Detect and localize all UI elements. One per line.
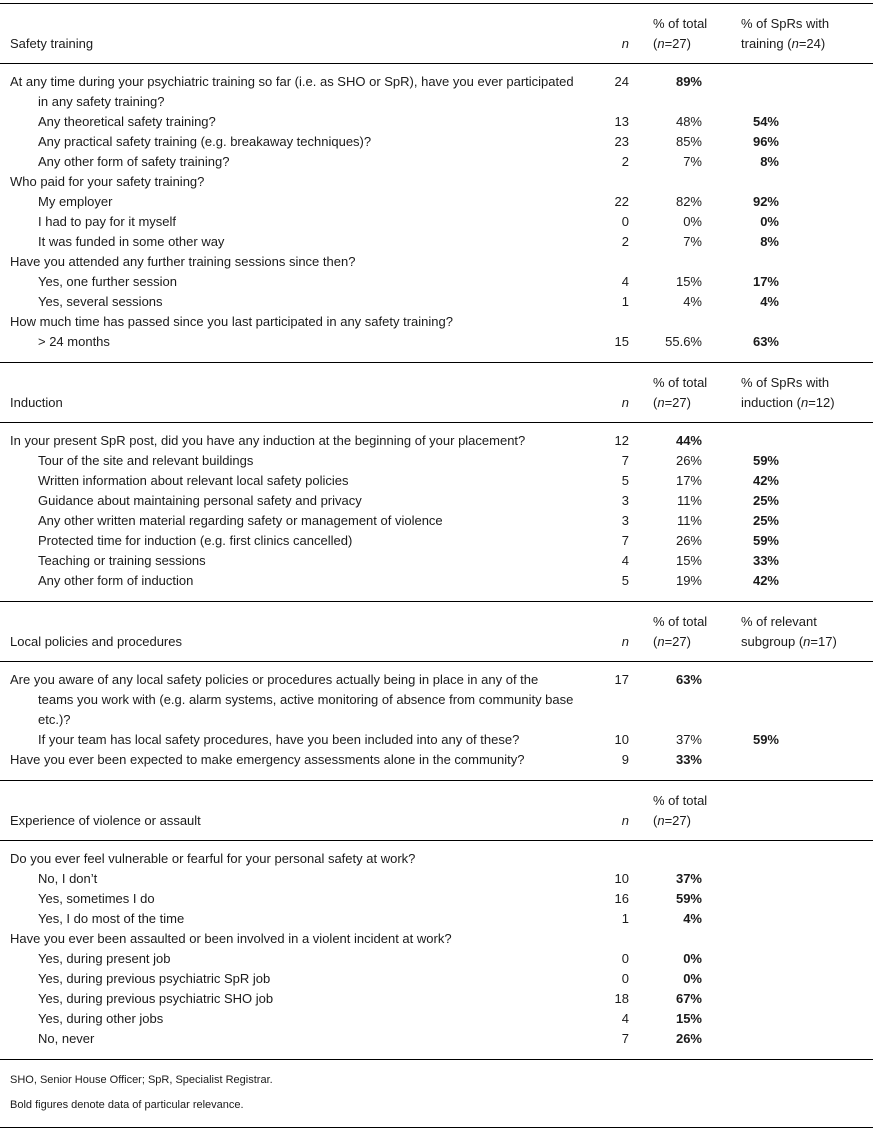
footnote-bold-note: Bold figures denote data of particular relevance. bbox=[10, 1099, 244, 1111]
table-row bbox=[10, 949, 867, 969]
table-row bbox=[10, 869, 867, 889]
table-row bbox=[10, 511, 867, 531]
row-label: In your present SpR post, did you have any induction at the beginning of your placement? bbox=[10, 433, 526, 448]
col-subgroup-header: % of SpRs with training (n=24) bbox=[741, 16, 830, 51]
row-label: > 24 months bbox=[38, 334, 110, 349]
row-pct-subgroup-value: 17% bbox=[752, 274, 779, 289]
row-pct-subgroup-cell bbox=[729, 511, 867, 531]
row-pct-subgroup-value: 42% bbox=[752, 573, 779, 588]
row-n-value: 0 bbox=[621, 951, 629, 966]
table-row bbox=[10, 332, 867, 352]
row-pct-subgroup-value: 59% bbox=[752, 533, 779, 548]
row-pct-subgroup-value: 63% bbox=[752, 334, 779, 349]
row-pct-total-value: 11% bbox=[676, 513, 702, 528]
row-pct-subgroup-value: 8% bbox=[760, 154, 779, 169]
row-label: Any other form of induction bbox=[38, 573, 194, 588]
row-n-value: 1 bbox=[621, 294, 629, 309]
row-pct-total-value: 37% bbox=[675, 871, 702, 886]
table-footnotes bbox=[0, 1060, 873, 1128]
table-row bbox=[10, 750, 867, 770]
row-pct-subgroup-cell bbox=[729, 969, 867, 989]
row-pct-total-value: 7% bbox=[683, 234, 702, 249]
row-n-value: 7 bbox=[621, 1031, 629, 1046]
col-subgroup-header: % of SpRs with induction (n=12) bbox=[741, 375, 835, 410]
table-row bbox=[10, 72, 867, 112]
row-pct-subgroup-cell bbox=[729, 491, 867, 511]
row-pct-subgroup-cell bbox=[729, 132, 867, 152]
section-title: Local policies and procedures bbox=[10, 634, 182, 649]
table-row bbox=[10, 989, 867, 1009]
row-pct-total-cell bbox=[629, 909, 729, 929]
table-row bbox=[10, 471, 867, 491]
row-pct-subgroup-cell bbox=[729, 1029, 867, 1049]
row-pct-total-cell bbox=[629, 272, 729, 292]
row-pct-subgroup-cell bbox=[729, 172, 867, 192]
row-pct-subgroup-value: 92% bbox=[752, 194, 779, 209]
row-label: Have you ever been expected to make emergency assessments alone in the community? bbox=[10, 752, 525, 767]
row-pct-total-value: 0% bbox=[683, 214, 702, 229]
row-pct-total-value: 55.6% bbox=[665, 334, 702, 349]
row-n-value: 0 bbox=[621, 214, 629, 229]
footnote-abbreviations: SHO, Senior House Officer; SpR, Specialist Registrar. bbox=[10, 1074, 273, 1086]
row-pct-subgroup-value: 33% bbox=[752, 553, 779, 568]
table-row bbox=[10, 172, 867, 192]
table-row bbox=[10, 969, 867, 989]
row-n-value: 24 bbox=[614, 74, 629, 89]
row-pct-subgroup-value: 0% bbox=[760, 214, 779, 229]
row-label: Yes, one further session bbox=[38, 274, 177, 289]
row-pct-total-value: 15% bbox=[675, 553, 702, 568]
row-pct-subgroup-value: 42% bbox=[752, 473, 779, 488]
row-label: Yes, during other jobs bbox=[38, 1011, 164, 1026]
section-rows bbox=[0, 841, 873, 1060]
row-pct-subgroup-cell bbox=[729, 252, 867, 272]
row-pct-total-cell bbox=[629, 252, 729, 272]
row-pct-subgroup-cell bbox=[729, 551, 867, 571]
row-pct-total-value: 15% bbox=[675, 274, 702, 289]
row-label: Yes, I do most of the time bbox=[38, 911, 185, 926]
row-n-value: 23 bbox=[614, 134, 629, 149]
row-pct-subgroup-cell bbox=[729, 750, 867, 770]
row-pct-total-cell bbox=[629, 172, 729, 192]
row-pct-total-value: 67% bbox=[675, 991, 702, 1006]
row-label: It was funded in some other way bbox=[38, 234, 225, 249]
row-pct-subgroup-cell bbox=[729, 152, 867, 172]
row-label: Yes, during previous psychiatric SHO job bbox=[38, 991, 274, 1006]
row-pct-subgroup-cell bbox=[729, 889, 867, 909]
row-label: Yes, during present job bbox=[38, 951, 171, 966]
row-pct-total-value: 15% bbox=[675, 1011, 702, 1026]
row-pct-total-value: 37% bbox=[675, 732, 702, 747]
row-n-value: 2 bbox=[621, 154, 629, 169]
row-pct-total-cell bbox=[629, 431, 729, 451]
row-n-value: 10 bbox=[614, 732, 629, 747]
row-pct-total-cell bbox=[629, 332, 729, 352]
row-label: At any time during your psychiatric training so far (i.e. as SHO or SpR), have you ever participated in any safety training? bbox=[10, 74, 574, 109]
row-n-value: 18 bbox=[614, 991, 629, 1006]
row-pct-total-cell bbox=[629, 849, 729, 869]
row-label: Any other form of safety training? bbox=[38, 154, 230, 169]
row-pct-total-cell bbox=[629, 750, 729, 770]
row-pct-total-value: 26% bbox=[675, 533, 702, 548]
row-n-value: 3 bbox=[621, 493, 629, 508]
table-row bbox=[10, 1029, 867, 1049]
table-row bbox=[10, 192, 867, 212]
row-pct-total-value: 11% bbox=[676, 493, 702, 508]
row-pct-subgroup-cell bbox=[729, 232, 867, 252]
survey-results-table bbox=[0, 3, 873, 1128]
section-title: Safety training bbox=[10, 36, 94, 51]
table-row bbox=[10, 312, 867, 332]
table-row bbox=[10, 252, 867, 272]
row-pct-total-cell bbox=[629, 112, 729, 132]
row-pct-subgroup-cell bbox=[729, 730, 867, 750]
table-row bbox=[10, 551, 867, 571]
col-total-header: % of total (n=27) bbox=[653, 614, 708, 649]
col-n-header: n bbox=[621, 395, 629, 410]
row-pct-subgroup-cell bbox=[729, 212, 867, 232]
row-label: Guidance about maintaining personal safety and privacy bbox=[38, 493, 362, 508]
row-pct-subgroup-cell bbox=[729, 451, 867, 471]
row-label: Do you ever feel vulnerable or fearful for your personal safety at work? bbox=[10, 851, 416, 866]
row-pct-total-cell bbox=[629, 232, 729, 252]
col-n-header: n bbox=[621, 634, 629, 649]
row-n-value: 10 bbox=[614, 871, 629, 886]
row-pct-subgroup-cell bbox=[729, 112, 867, 132]
row-pct-subgroup-value: 59% bbox=[752, 732, 779, 747]
row-n-value: 4 bbox=[621, 1011, 629, 1026]
col-n-header: n bbox=[621, 36, 629, 51]
col-subgroup-header: % of relevant subgroup (n=17) bbox=[741, 614, 837, 649]
row-pct-total-cell bbox=[629, 511, 729, 531]
row-n-value: 16 bbox=[614, 891, 629, 906]
row-label: Tour of the site and relevant buildings bbox=[38, 453, 254, 468]
table-row bbox=[10, 272, 867, 292]
row-label: Are you aware of any local safety policies or procedures actually being in place in any of the teams you work with (e.g. alarm systems, active monitoring of absence from community base etc.)? bbox=[10, 672, 574, 727]
row-n-value: 17 bbox=[614, 672, 629, 687]
table-row bbox=[10, 929, 867, 949]
row-pct-total-value: 26% bbox=[675, 1031, 702, 1046]
row-pct-total-cell bbox=[629, 949, 729, 969]
table-sections bbox=[0, 4, 873, 1060]
row-pct-total-value: 63% bbox=[675, 672, 702, 687]
row-n-value: 9 bbox=[621, 752, 629, 767]
row-pct-subgroup-cell bbox=[729, 869, 867, 889]
row-pct-total-value: 89% bbox=[675, 74, 702, 89]
row-n-value: 3 bbox=[621, 513, 629, 528]
row-n-value: 1 bbox=[621, 911, 629, 926]
row-label: Any other written material regarding safety or management of violence bbox=[38, 513, 443, 528]
row-pct-total-cell bbox=[629, 1009, 729, 1029]
row-pct-total-cell bbox=[629, 531, 729, 551]
row-pct-total-cell bbox=[629, 192, 729, 212]
row-pct-total-cell bbox=[629, 471, 729, 491]
row-label: I had to pay for it myself bbox=[38, 214, 177, 229]
row-pct-subgroup-cell bbox=[729, 949, 867, 969]
row-label: Any practical safety training (e.g. breakaway techniques)? bbox=[38, 134, 372, 149]
row-pct-total-cell bbox=[629, 1029, 729, 1049]
col-n-header: n bbox=[621, 813, 629, 828]
row-pct-subgroup-cell bbox=[729, 849, 867, 869]
table-section bbox=[0, 363, 873, 602]
row-pct-total-cell bbox=[629, 929, 729, 949]
row-pct-total-value: 48% bbox=[675, 114, 702, 129]
row-pct-subgroup-cell bbox=[729, 72, 867, 92]
row-pct-total-cell bbox=[629, 292, 729, 312]
row-pct-subgroup-value: 59% bbox=[752, 453, 779, 468]
row-pct-total-cell bbox=[629, 889, 729, 909]
row-pct-subgroup-cell bbox=[729, 192, 867, 212]
table-row bbox=[10, 531, 867, 551]
section-header-row bbox=[0, 781, 873, 841]
row-label: Yes, sometimes I do bbox=[38, 891, 155, 906]
row-pct-total-value: 4% bbox=[683, 911, 702, 926]
row-n-value: 22 bbox=[614, 194, 629, 209]
row-n-value: 12 bbox=[614, 433, 629, 448]
row-n-value: 4 bbox=[621, 274, 629, 289]
row-label: Any theoretical safety training? bbox=[38, 114, 216, 129]
row-n-value: 2 bbox=[621, 234, 629, 249]
section-title: Induction bbox=[10, 395, 63, 410]
section-rows bbox=[0, 423, 873, 602]
row-label: How much time has passed since you last participated in any safety training? bbox=[10, 314, 453, 329]
table-row bbox=[10, 292, 867, 312]
row-pct-subgroup-cell bbox=[729, 929, 867, 949]
row-pct-subgroup-cell bbox=[729, 670, 867, 690]
row-label: Who paid for your safety training? bbox=[10, 174, 205, 189]
row-pct-subgroup-cell bbox=[729, 431, 867, 451]
section-header-row bbox=[0, 363, 873, 423]
row-pct-total-value: 19% bbox=[675, 573, 702, 588]
table-row bbox=[10, 670, 867, 730]
row-pct-subgroup-value: 96% bbox=[752, 134, 779, 149]
col-total-header: % of total (n=27) bbox=[653, 793, 708, 828]
row-pct-total-cell bbox=[629, 551, 729, 571]
table-section bbox=[0, 4, 873, 363]
row-pct-total-cell bbox=[629, 312, 729, 332]
row-pct-total-value: 0% bbox=[683, 951, 702, 966]
col-total-header: % of total (n=27) bbox=[653, 375, 708, 410]
table-row bbox=[10, 849, 867, 869]
row-n-value: 13 bbox=[614, 114, 629, 129]
row-pct-total-value: 0% bbox=[683, 971, 702, 986]
section-title: Experience of violence or assault bbox=[10, 813, 201, 828]
row-label: Teaching or training sessions bbox=[38, 553, 206, 568]
row-pct-subgroup-value: 25% bbox=[752, 513, 779, 528]
table-row bbox=[10, 491, 867, 511]
section-header-row bbox=[0, 4, 873, 64]
row-pct-total-cell bbox=[629, 132, 729, 152]
table-section bbox=[0, 602, 873, 781]
row-pct-subgroup-cell bbox=[729, 272, 867, 292]
table-row bbox=[10, 431, 867, 451]
row-pct-subgroup-value: 25% bbox=[752, 493, 779, 508]
row-pct-total-cell bbox=[629, 72, 729, 92]
col-total-header: % of total (n=27) bbox=[653, 16, 708, 51]
row-label: No, never bbox=[38, 1031, 95, 1046]
row-n-value: 4 bbox=[621, 553, 629, 568]
row-label: Yes, during previous psychiatric SpR job bbox=[38, 971, 271, 986]
row-label: No, I don’t bbox=[38, 871, 98, 886]
row-pct-subgroup-cell bbox=[729, 332, 867, 352]
table-section bbox=[0, 781, 873, 1060]
row-pct-subgroup-value: 4% bbox=[760, 294, 779, 309]
row-pct-total-value: 4% bbox=[683, 294, 702, 309]
row-pct-total-value: 33% bbox=[675, 752, 702, 767]
table-row bbox=[10, 112, 867, 132]
row-label: Yes, several sessions bbox=[38, 294, 163, 309]
row-pct-total-cell bbox=[629, 212, 729, 232]
row-label: If your team has local safety procedures, have you been included into any of these? bbox=[38, 732, 520, 747]
table-row bbox=[10, 232, 867, 252]
table-row bbox=[10, 730, 867, 750]
row-pct-total-cell bbox=[629, 730, 729, 750]
row-n-value: 0 bbox=[621, 971, 629, 986]
table-row bbox=[10, 909, 867, 929]
row-n-value: 5 bbox=[621, 573, 629, 588]
row-pct-total-value: 85% bbox=[675, 134, 702, 149]
row-label: Have you ever been assaulted or been involved in a violent incident at work? bbox=[10, 931, 452, 946]
row-pct-total-value: 7% bbox=[683, 154, 702, 169]
table-row bbox=[10, 152, 867, 172]
row-pct-total-cell bbox=[629, 571, 729, 591]
row-pct-total-cell bbox=[629, 451, 729, 471]
row-pct-total-cell bbox=[629, 670, 729, 690]
section-rows bbox=[0, 64, 873, 363]
table-row bbox=[10, 1009, 867, 1029]
row-n-value: 5 bbox=[621, 473, 629, 488]
row-label: Have you attended any further training sessions since then? bbox=[10, 254, 356, 269]
section-header-row bbox=[0, 602, 873, 662]
row-pct-total-cell bbox=[629, 869, 729, 889]
row-label: My employer bbox=[38, 194, 113, 209]
row-pct-total-value: 44% bbox=[675, 433, 702, 448]
row-pct-total-value: 82% bbox=[675, 194, 702, 209]
row-pct-subgroup-cell bbox=[729, 292, 867, 312]
row-pct-subgroup-value: 8% bbox=[760, 234, 779, 249]
section-rows bbox=[0, 662, 873, 781]
row-pct-total-value: 17% bbox=[675, 473, 702, 488]
row-pct-subgroup-cell bbox=[729, 1009, 867, 1029]
row-n-value: 15 bbox=[614, 334, 629, 349]
row-pct-subgroup-value: 54% bbox=[752, 114, 779, 129]
row-pct-subgroup-cell bbox=[729, 909, 867, 929]
row-pct-subgroup-cell bbox=[729, 571, 867, 591]
row-pct-total-cell bbox=[629, 491, 729, 511]
row-pct-total-cell bbox=[629, 989, 729, 1009]
row-n-value: 7 bbox=[621, 533, 629, 548]
table-row bbox=[10, 889, 867, 909]
row-pct-subgroup-cell bbox=[729, 312, 867, 332]
row-pct-subgroup-cell bbox=[729, 989, 867, 1009]
table-row bbox=[10, 212, 867, 232]
row-pct-total-value: 26% bbox=[675, 453, 702, 468]
row-label: Written information about relevant local safety policies bbox=[38, 473, 349, 488]
row-pct-subgroup-cell bbox=[729, 531, 867, 551]
row-pct-subgroup-cell bbox=[729, 471, 867, 491]
row-n-value: 7 bbox=[621, 453, 629, 468]
row-label: Protected time for induction (e.g. first clinics cancelled) bbox=[38, 533, 353, 548]
table-row bbox=[10, 132, 867, 152]
row-pct-total-value: 59% bbox=[675, 891, 702, 906]
table-row bbox=[10, 571, 867, 591]
row-pct-total-cell bbox=[629, 969, 729, 989]
table-row bbox=[10, 451, 867, 471]
row-pct-total-cell bbox=[629, 152, 729, 172]
